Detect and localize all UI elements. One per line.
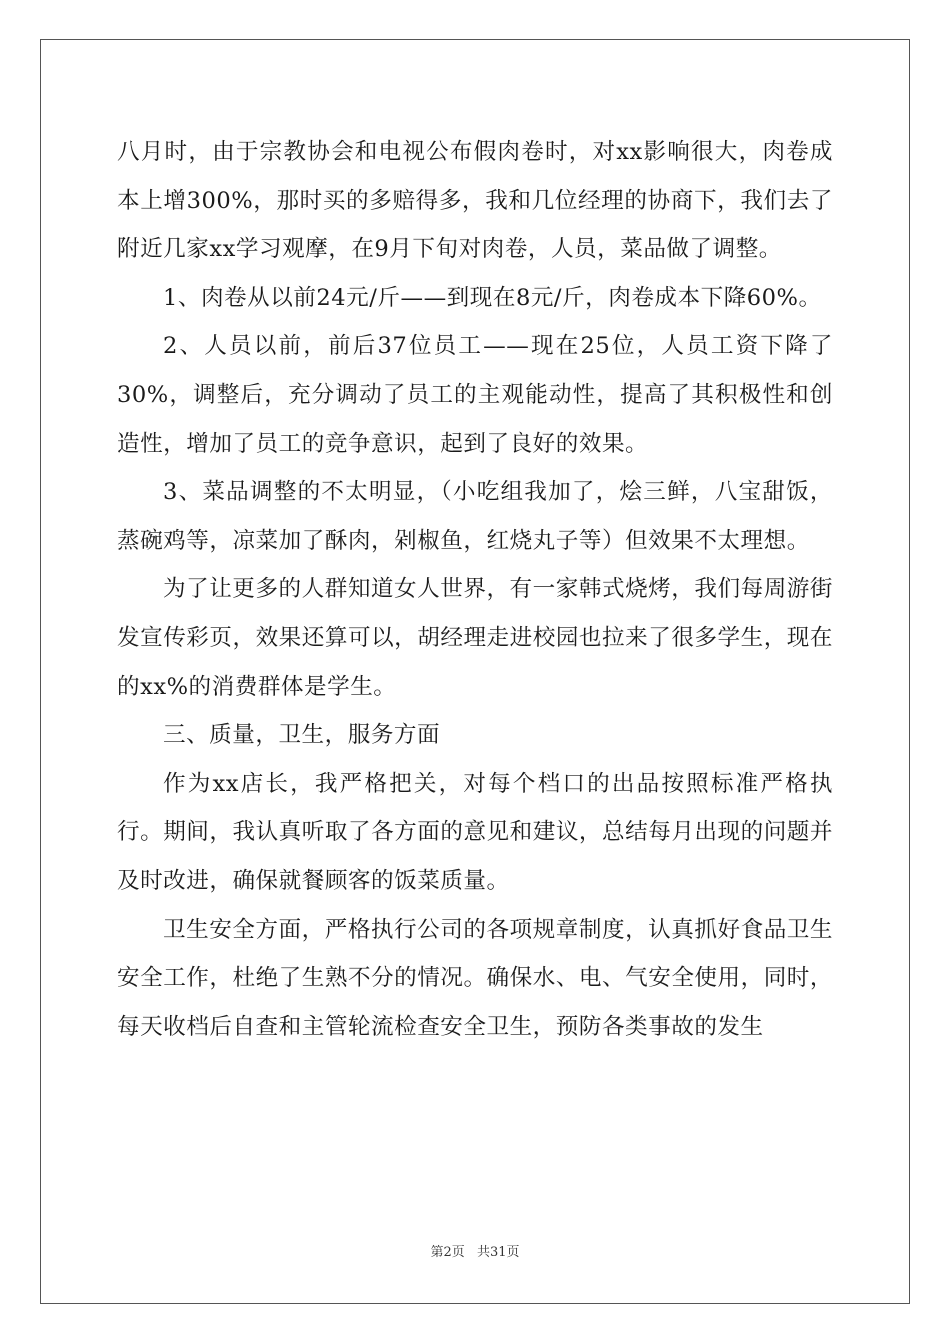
paragraph-1: 八月时，由于宗教协会和电视公布假肉卷时，对xx影响很大，肉卷成本上增300%，那时买的多赔得多，我和几位经理的协商下，我们去了附近几家xx学习观摩，在9月下旬对肉卷，人员，菜品做了调整。: [117, 139, 833, 263]
paragraph-2: 1、肉卷从以前24元/斤——到现在8元/斤，肉卷成本下降60%。: [163, 284, 822, 311]
paragraph-8: 卫生安全方面，严格执行公司的各项规章制度，认真抓好食品卫生安全工作，杜绝了生熟不分的情况。确保水、电、气安全使用，同时，每天收档后自查和主管轮流检查安全卫生，预防各类事故的发生: [117, 916, 833, 1040]
section-heading: 三、质量，卫生，服务方面: [163, 722, 441, 749]
paragraph-4: 3、菜品调整的不太明显，（小吃组我加了，烩三鲜，八宝甜饭，蒸碗鸡等，凉菜加了酥肉，剁椒鱼，红烧丸子等）但效果不太理想。: [117, 479, 833, 554]
paragraph-5: 为了让更多的人群知道女人世界，有一家韩式烧烤，我们每周游街发宣传彩页，效果还算可以，胡经理走进校园也拉来了很多学生，现在的xx%的消费群体是学生。: [117, 576, 833, 700]
document-body: [117, 128, 833, 1051]
paragraph-3: 2、人员以前，前后37位员工——现在25位，人员工资下降了30%，调整后，充分调动了员工的主观能动性，提高了其积极性和创造性，增加了员工的竞争意识，起到了良好的效果。: [117, 333, 833, 457]
page-number: 第2页: [430, 1245, 465, 1260]
page-footer: [0, 1241, 950, 1260]
page-total: 共31页: [476, 1245, 520, 1260]
paragraph-7: 作为xx店长，我严格把关，对每个档口的出品按照标准严格执行。期间，我认真听取了各方面的意见和建议，总结每月出现的问题并及时改进，确保就餐顾客的饭菜质量。: [117, 770, 833, 894]
